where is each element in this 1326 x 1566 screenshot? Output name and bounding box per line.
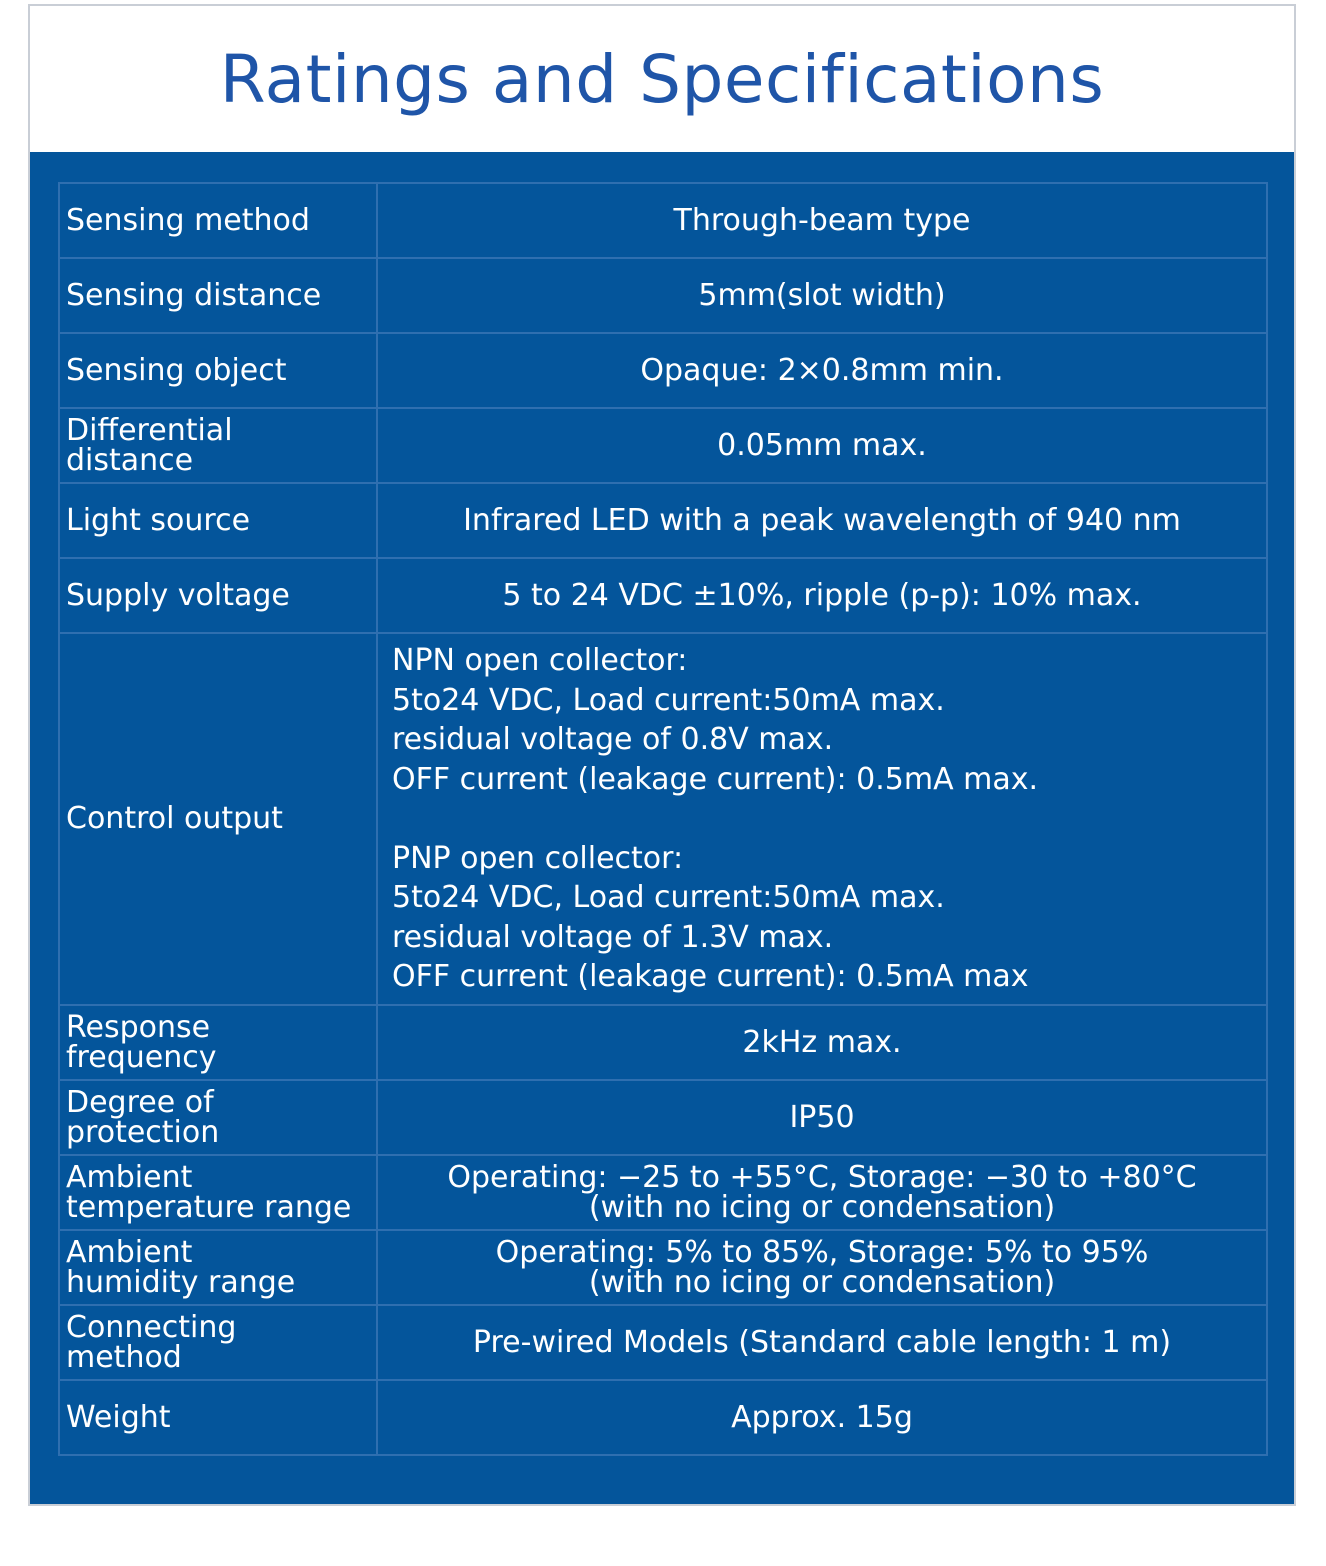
spec-label: Response frequency xyxy=(59,1005,377,1080)
spec-value: Approx. 15g xyxy=(377,1380,1267,1455)
table-row xyxy=(59,408,1267,483)
spec-label: Sensing object xyxy=(59,333,377,408)
spec-value: 2kHz max. xyxy=(377,1005,1267,1080)
table-row xyxy=(59,633,1267,1005)
spec-value: Operating: −25 to +55°C, Storage: −30 to +80°C (with no icing or condensation) xyxy=(377,1155,1267,1230)
spec-panel xyxy=(30,152,1294,1504)
table-row xyxy=(59,483,1267,558)
table-row xyxy=(59,1080,1267,1155)
spec-label: Connecting method xyxy=(59,1305,377,1380)
table-row xyxy=(59,558,1267,633)
spec-label: Weight xyxy=(59,1380,377,1455)
spec-label: Sensing distance xyxy=(59,258,377,333)
table-row xyxy=(59,183,1267,258)
table-row xyxy=(59,1155,1267,1230)
spec-label: Differential distance xyxy=(59,408,377,483)
spec-label: Supply voltage xyxy=(59,558,377,633)
spec-value: 5mm(slot width) xyxy=(377,258,1267,333)
spec-value: Operating: 5% to 85%, Storage: 5% to 95% (with no icing or condensation) xyxy=(377,1230,1267,1305)
spec-value: Through-beam type xyxy=(377,183,1267,258)
spec-table xyxy=(58,182,1268,1456)
spec-label: Sensing method xyxy=(59,183,377,258)
spec-label: Ambient temperature range xyxy=(59,1155,377,1230)
spec-value: Opaque: 2×0.8mm min. xyxy=(377,333,1267,408)
table-row xyxy=(59,1230,1267,1305)
table-row xyxy=(59,1380,1267,1455)
spec-label: Control output xyxy=(59,633,377,1005)
spec-label: Ambient humidity range xyxy=(59,1230,377,1305)
spec-label: Light source xyxy=(59,483,377,558)
table-row xyxy=(59,1005,1267,1080)
spec-card xyxy=(28,4,1296,1506)
spec-value: 5 to 24 VDC ±10%, ripple (p-p): 10% max. xyxy=(377,558,1267,633)
spec-value: 0.05mm max. xyxy=(377,408,1267,483)
table-row xyxy=(59,258,1267,333)
spec-value: Infrared LED with a peak wavelength of 940 nm xyxy=(377,483,1267,558)
table-row xyxy=(59,333,1267,408)
spec-value: Pre-wired Models (Standard cable length: 1 m) xyxy=(377,1305,1267,1380)
table-row xyxy=(59,1305,1267,1380)
spec-value: NPN open collector: 5to24 VDC, Load current:50mA max. residual voltage of 0.8V max. OFF current (leakage current): 0.5mA max. PNP open collector: 5to24 VDC, Load current:50mA max. residual voltage of 1.3V max. OFF current (leakage current): 0.5mA max xyxy=(377,633,1267,1005)
spec-value: IP50 xyxy=(377,1080,1267,1155)
page-title: Ratings and Specifications xyxy=(219,40,1105,118)
spec-label: Degree of protection xyxy=(59,1080,377,1155)
